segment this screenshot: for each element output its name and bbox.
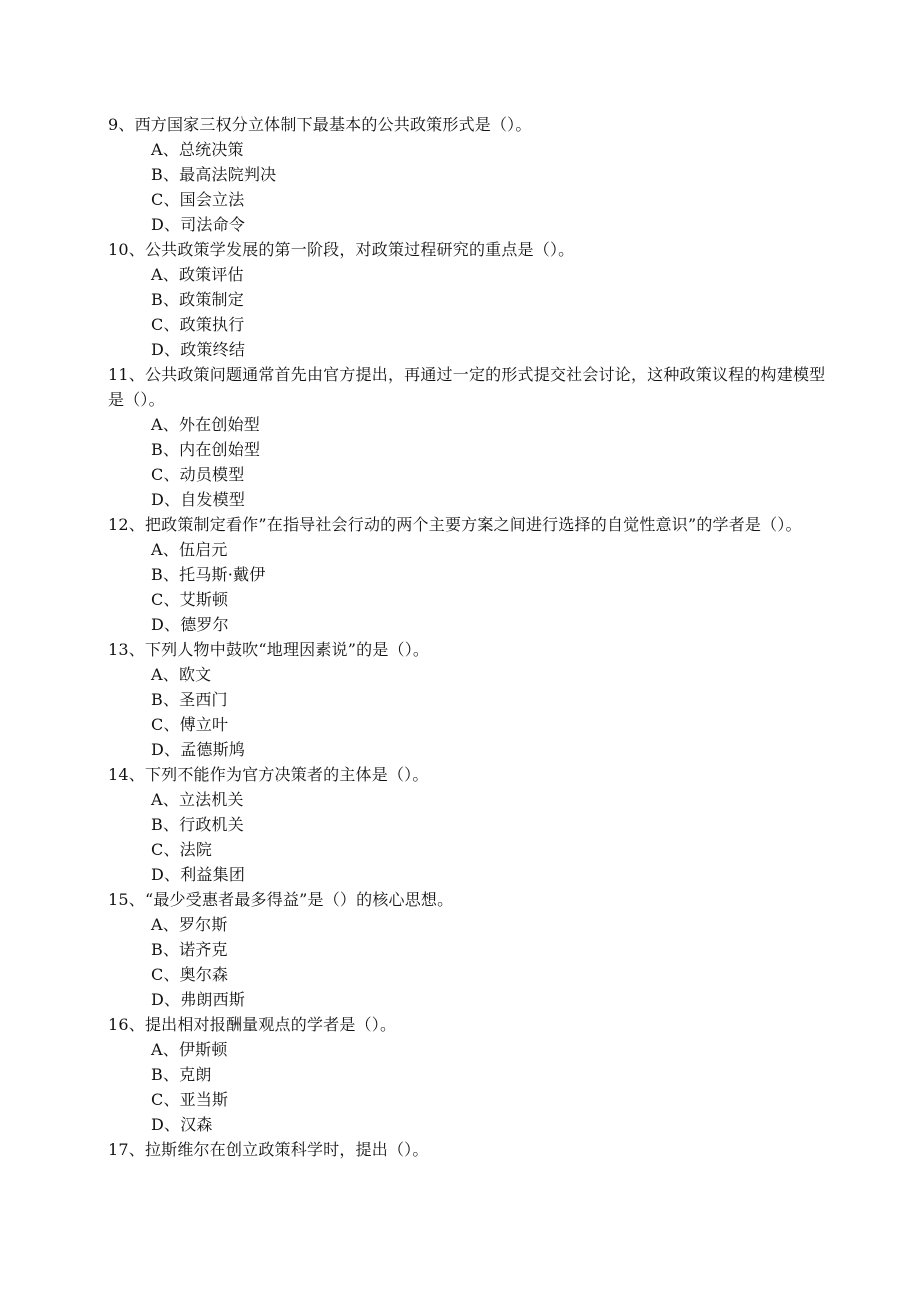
option-d: D、自发模型 — [151, 490, 246, 509]
option-list — [108, 912, 838, 1012]
option-c: C、奥尔森 — [151, 965, 229, 984]
option-list — [108, 412, 838, 512]
question-text: 9、西方国家三权分立体制下最基本的公共政策形式是（）。 — [108, 115, 532, 134]
option-a: A、伍启元 — [151, 540, 228, 559]
question-text: 14、下列不能作为官方决策者的主体是（）。 — [108, 765, 429, 784]
option-a: A、政策评估 — [151, 265, 244, 284]
question-10 — [108, 237, 838, 362]
option-b: B、内在创始型 — [151, 440, 261, 459]
option-d: D、利益集团 — [151, 865, 246, 884]
question-12 — [108, 512, 838, 637]
option-a: A、总统决策 — [151, 140, 244, 159]
question-17 — [108, 1137, 838, 1162]
question-text: 10、公共政策学发展的第一阶段，对政策过程研究的重点是（）。 — [108, 240, 575, 259]
option-a: A、外在创始型 — [151, 415, 260, 434]
option-b: B、最高法院判决 — [151, 165, 277, 184]
option-b: B、克朗 — [151, 1065, 212, 1084]
option-c: C、傅立叶 — [151, 715, 229, 734]
option-a: A、伊斯顿 — [151, 1040, 228, 1059]
question-11 — [108, 362, 838, 512]
option-d: D、司法命令 — [151, 215, 246, 234]
question-text: 15、“最少受惠者最多得益”是（）的核心思想。 — [108, 890, 454, 909]
option-c: C、法院 — [151, 840, 213, 859]
option-a: A、欧文 — [151, 665, 212, 684]
option-d: D、政策终结 — [151, 340, 246, 359]
question-13 — [108, 637, 838, 762]
option-b: B、行政机关 — [151, 815, 244, 834]
question-16 — [108, 1012, 838, 1137]
option-list — [108, 537, 838, 637]
question-15 — [108, 887, 838, 1012]
option-c: C、艾斯顿 — [151, 590, 229, 609]
question-text: 17、拉斯维尔在创立政策科学时，提出（）。 — [108, 1140, 429, 1159]
option-list — [108, 262, 838, 362]
question-9 — [108, 112, 838, 237]
question-text: 12、把政策制定看作”在指导社会行动的两个主要方案之间进行选择的自觉性意识”的学者是（）。 — [108, 515, 802, 534]
option-d: D、德罗尔 — [151, 615, 229, 634]
option-b: B、托马斯·戴伊 — [151, 565, 266, 584]
question-14 — [108, 762, 838, 887]
option-d: D、孟德斯鸠 — [151, 740, 246, 759]
option-b: B、诺齐克 — [151, 940, 228, 959]
option-a: A、罗尔斯 — [151, 915, 228, 934]
option-c: C、政策执行 — [151, 315, 245, 334]
option-d: D、弗朗西斯 — [151, 990, 246, 1009]
option-list — [108, 1037, 838, 1137]
question-list — [108, 112, 838, 1162]
option-a: A、立法机关 — [151, 790, 244, 809]
question-text: 11、公共政策问题通常首先由官方提出，再通过一定的形式提交社会讨论，这种政策议程的构建模型是（）。 — [108, 365, 826, 409]
question-text: 16、提出相对报酬量观点的学者是（）。 — [108, 1015, 397, 1034]
option-d: D、汉森 — [151, 1115, 213, 1134]
option-list — [108, 137, 838, 237]
option-b: B、圣西门 — [151, 690, 228, 709]
option-c: C、亚当斯 — [151, 1090, 229, 1109]
option-list — [108, 787, 838, 887]
question-text: 13、下列人物中鼓吹“地理因素说”的是（）。 — [108, 640, 430, 659]
option-list — [108, 662, 838, 762]
option-c: C、国会立法 — [151, 190, 245, 209]
option-b: B、政策制定 — [151, 290, 244, 309]
option-c: C、动员模型 — [151, 465, 245, 484]
